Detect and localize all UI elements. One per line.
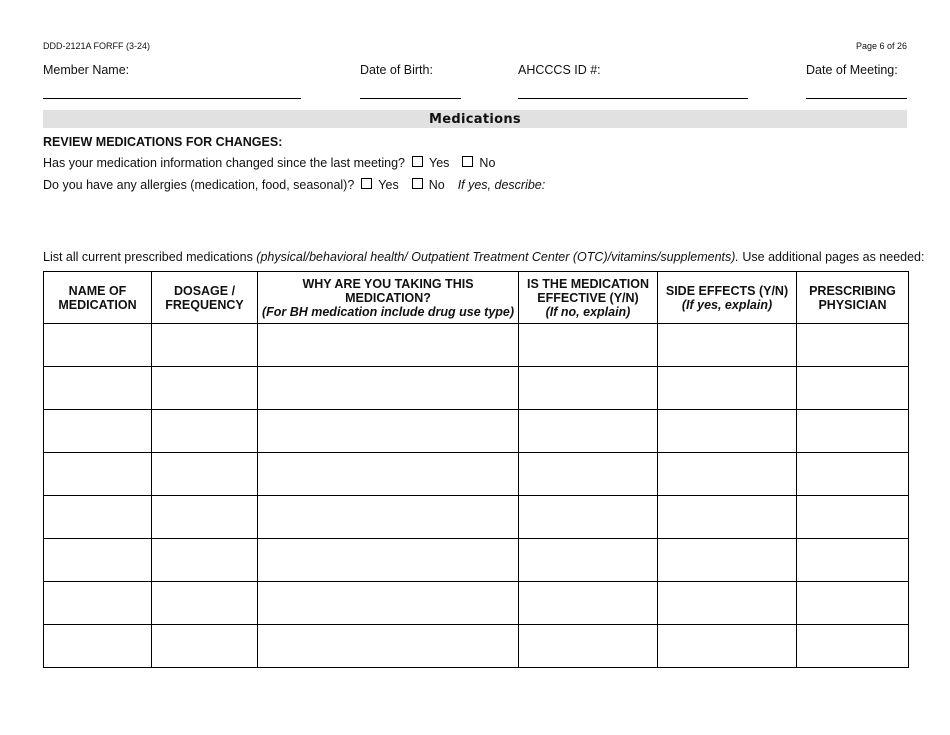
table-cell-side-effects <box>658 453 797 496</box>
allergies-yes-checkbox[interactable] <box>361 178 372 189</box>
table-row <box>44 367 909 410</box>
prescribing-physician-input[interactable] <box>797 410 908 452</box>
table-row <box>44 324 909 367</box>
ahcccs-id-field[interactable] <box>518 80 748 97</box>
ahcccs-id-line <box>518 98 748 99</box>
table-cell-prescribing-physician <box>797 496 909 539</box>
table-cell-dosage-frequency <box>152 625 258 668</box>
side-effects-input[interactable] <box>658 453 796 495</box>
table-cell-reason <box>258 410 519 453</box>
table-cell-medication-name <box>44 582 152 625</box>
table-cell-effective <box>519 367 658 410</box>
form-id: DDD-2121A FORFF (3-24) <box>43 41 151 51</box>
table-cell-effective <box>519 453 658 496</box>
effective-input[interactable] <box>519 453 657 495</box>
allergies-description-field[interactable] <box>43 198 907 242</box>
dosage-frequency-input[interactable] <box>152 410 257 452</box>
table-cell-prescribing-physician <box>797 625 909 668</box>
table-row <box>44 625 909 668</box>
table-header-row <box>44 272 909 324</box>
table-cell-side-effects <box>658 324 797 367</box>
table-cell-prescribing-physician <box>797 324 909 367</box>
list-intro-italic: (physical/behavioral health/ Outpatient Treatment Center (OTC)/vitamins/supplements). <box>256 250 739 264</box>
table-cell-side-effects <box>658 539 797 582</box>
prescribing-physician-input[interactable] <box>797 539 908 581</box>
medications-table-body <box>44 324 909 668</box>
effective-input[interactable] <box>519 410 657 452</box>
medication-changed-yes-checkbox[interactable] <box>412 156 423 167</box>
table-cell-dosage-frequency <box>152 324 258 367</box>
dosage-frequency-input[interactable] <box>152 453 257 495</box>
table-cell-reason <box>258 625 519 668</box>
table-row <box>44 582 909 625</box>
table-cell-side-effects <box>658 367 797 410</box>
review-heading: REVIEW MEDICATIONS FOR CHANGES: <box>43 135 283 149</box>
medication-name-input[interactable] <box>44 625 151 667</box>
table-cell-medication-name <box>44 324 152 367</box>
table-cell-prescribing-physician <box>797 539 909 582</box>
table-cell-side-effects <box>658 625 797 668</box>
table-cell-reason <box>258 367 519 410</box>
medication-name-input[interactable] <box>44 496 151 538</box>
prescribing-physician-input[interactable] <box>797 625 908 667</box>
prescribing-physician-input[interactable] <box>797 582 908 624</box>
table-cell-dosage-frequency <box>152 539 258 582</box>
table-cell-effective <box>519 410 658 453</box>
effective-input[interactable] <box>519 625 657 667</box>
table-cell-dosage-frequency <box>152 453 258 496</box>
table-cell-effective <box>519 625 658 668</box>
table-cell-side-effects <box>658 410 797 453</box>
prescribing-physician-input[interactable] <box>797 496 908 538</box>
allergies-describe-label: If yes, describe: <box>457 178 546 192</box>
table-cell-effective <box>519 582 658 625</box>
medication-name-input[interactable] <box>44 453 151 495</box>
effective-input[interactable] <box>519 539 657 581</box>
medication-name-input[interactable] <box>44 539 151 581</box>
dosage-frequency-input[interactable] <box>152 625 257 667</box>
list-intro-tail: Use additional pages as needed: <box>738 250 925 264</box>
table-cell-medication-name <box>44 453 152 496</box>
date-of-birth-label: Date of Birth: <box>360 63 433 77</box>
table-cell-dosage-frequency <box>152 367 258 410</box>
section-title: Medications <box>43 110 907 128</box>
side-effects-input[interactable] <box>658 367 796 409</box>
side-effects-input[interactable] <box>658 625 796 667</box>
table-row <box>44 539 909 582</box>
medication-list-instructions <box>43 250 924 264</box>
header-effective: IS THE MEDICATION EFFECTIVE (Y/N) (If no, explain) <box>519 272 658 324</box>
date-of-meeting-line <box>806 98 907 99</box>
table-cell-reason <box>258 453 519 496</box>
table-cell-dosage-frequency <box>152 410 258 453</box>
reason-input[interactable] <box>258 496 518 538</box>
table-cell-prescribing-physician <box>797 410 909 453</box>
side-effects-input[interactable] <box>658 582 796 624</box>
table-cell-effective <box>519 324 658 367</box>
allergies-no-checkbox[interactable] <box>412 178 423 189</box>
medication-changed-no-checkbox[interactable] <box>462 156 473 167</box>
dosage-frequency-input[interactable] <box>152 582 257 624</box>
table-cell-medication-name <box>44 625 152 668</box>
reason-input[interactable] <box>258 324 518 366</box>
question-allergies-text: Do you have any allergies (medication, food, seasonal)? <box>43 178 355 192</box>
table-cell-prescribing-physician <box>797 453 909 496</box>
allergies-no-label: No <box>428 178 445 192</box>
date-of-meeting-label: Date of Meeting: <box>806 63 898 77</box>
allergies-yes-label: Yes <box>378 178 399 192</box>
medication-changed-no-label: No <box>479 156 496 170</box>
dosage-frequency-input[interactable] <box>152 539 257 581</box>
medications-table <box>43 271 909 668</box>
table-cell-dosage-frequency <box>152 496 258 539</box>
table-cell-medication-name <box>44 367 152 410</box>
table-cell-prescribing-physician <box>797 367 909 410</box>
reason-input[interactable] <box>258 410 518 452</box>
reason-input[interactable] <box>258 367 518 409</box>
side-effects-input[interactable] <box>658 539 796 581</box>
table-cell-reason <box>258 582 519 625</box>
list-intro-lead: List all current prescribed medications <box>43 250 257 264</box>
table-cell-dosage-frequency <box>152 582 258 625</box>
member-name-label: Member Name: <box>43 63 130 77</box>
date-of-meeting-field[interactable] <box>806 80 907 97</box>
prescribing-physician-input[interactable] <box>797 324 908 366</box>
table-cell-medication-name <box>44 539 152 582</box>
medication-name-input[interactable] <box>44 582 151 624</box>
medication-changed-yes-label: Yes <box>429 156 450 170</box>
effective-input[interactable] <box>519 496 657 538</box>
member-name-field[interactable] <box>43 80 301 97</box>
reason-input[interactable] <box>258 539 518 581</box>
header-dosage-frequency: DOSAGE / FREQUENCY <box>152 272 258 324</box>
effective-input[interactable] <box>519 324 657 366</box>
table-cell-reason <box>258 496 519 539</box>
header-name-of-medication: NAME OF MEDICATION <box>44 272 152 324</box>
prescribing-physician-input[interactable] <box>797 453 908 495</box>
date-of-birth-line <box>360 98 461 99</box>
member-name-line <box>43 98 301 99</box>
table-cell-medication-name <box>44 496 152 539</box>
table-cell-prescribing-physician <box>797 582 909 625</box>
side-effects-input[interactable] <box>658 324 796 366</box>
reason-input[interactable] <box>258 582 518 624</box>
table-cell-side-effects <box>658 496 797 539</box>
reason-input[interactable] <box>258 453 518 495</box>
dosage-frequency-input[interactable] <box>152 367 257 409</box>
table-cell-side-effects <box>658 582 797 625</box>
table-row <box>44 453 909 496</box>
table-row <box>44 496 909 539</box>
medication-name-input[interactable] <box>44 410 151 452</box>
table-cell-effective <box>519 496 658 539</box>
side-effects-input[interactable] <box>658 410 796 452</box>
effective-input[interactable] <box>519 367 657 409</box>
table-row <box>44 410 909 453</box>
question-allergies <box>43 178 545 192</box>
table-cell-reason <box>258 324 519 367</box>
ahcccs-id-label: AHCCCS ID #: <box>518 63 601 77</box>
dosage-frequency-input[interactable] <box>152 324 257 366</box>
table-cell-medication-name <box>44 410 152 453</box>
medication-name-input[interactable] <box>44 324 151 366</box>
prescribing-physician-input[interactable] <box>797 367 908 409</box>
dosage-frequency-input[interactable] <box>152 496 257 538</box>
table-cell-effective <box>519 539 658 582</box>
page-number: Page 6 of 26 <box>855 41 907 51</box>
date-of-birth-field[interactable] <box>360 80 461 97</box>
question-medication-changed <box>43 156 508 170</box>
header-side-effects: SIDE EFFECTS (Y/N) (If yes, explain) <box>658 272 797 324</box>
header-why-taking: WHY ARE YOU TAKING THIS MEDICATION? (For BH medication include drug use type) <box>258 272 519 324</box>
reason-input[interactable] <box>258 625 518 667</box>
effective-input[interactable] <box>519 582 657 624</box>
side-effects-input[interactable] <box>658 496 796 538</box>
medication-name-input[interactable] <box>44 367 151 409</box>
table-cell-reason <box>258 539 519 582</box>
question-medication-changed-text: Has your medication information changed since the last meeting? <box>43 156 406 170</box>
header-prescribing-physician: PRESCRIBING PHYSICIAN <box>797 272 909 324</box>
